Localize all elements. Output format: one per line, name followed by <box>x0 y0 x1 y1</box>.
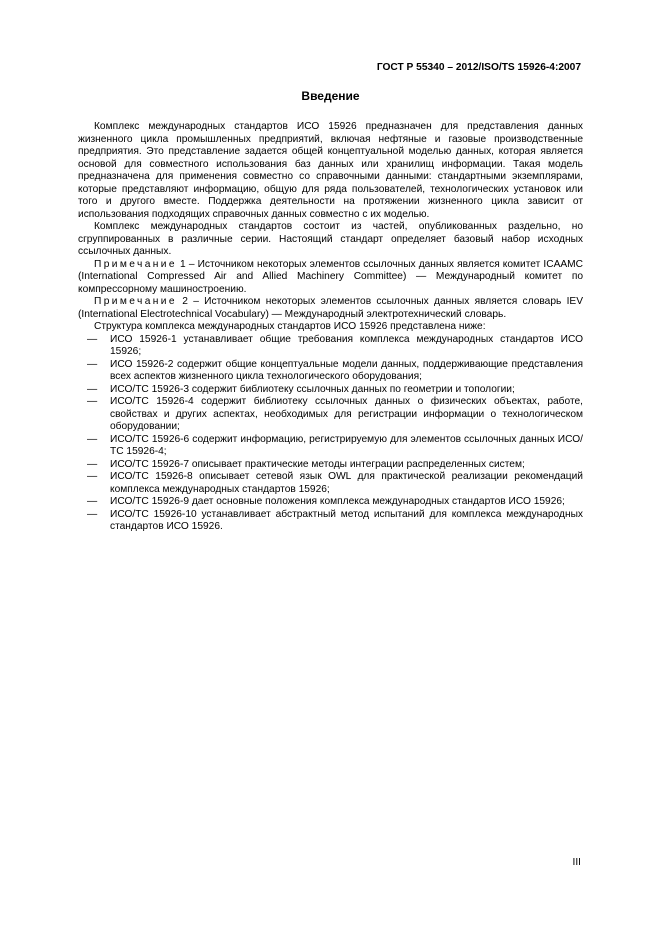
list-item <box>78 509 583 534</box>
list-item-text: ИСО 15926-2 содержит общие концептуальные модели данных, поддерживающие представления всех аспектов жизненного цикла технологического оборудования; <box>110 358 583 382</box>
document-body <box>78 121 583 534</box>
intro-paragraph-2: Комплекс международных стандартов состоит из частей, опубликованных раздельно, но сгруппированных в различные серии. Настоящий стандарт определяет базовый набор исходных ссылочных данных. <box>78 221 583 257</box>
list-dash: — <box>87 433 98 445</box>
list-dash: — <box>87 396 98 407</box>
standards-list <box>78 334 583 534</box>
page-number: III <box>572 857 581 868</box>
list-dash: — <box>87 458 98 470</box>
note-2 <box>78 296 583 321</box>
list-item <box>78 434 583 459</box>
list-item <box>78 334 583 359</box>
list-item-text: ИСО 15926-1 устанавливает общие требования комплекса международных стандартов ИСО 15926; <box>110 333 583 357</box>
list-item-text: ИСО/ТС 15926-3 содержит библиотеку ссылочных данных по геометрии и топологии; <box>110 383 515 395</box>
list-item-text: ИСО/ТС 15926-9 дает основные положения комплекса международных стандартов ИСО 15926; <box>110 496 565 507</box>
list-item <box>78 359 583 384</box>
document-header: ГОСТ Р 55340 – 2012/ISO/TS 15926-4:2007 <box>376 62 581 73</box>
note-1 <box>78 259 583 297</box>
list-item <box>78 384 583 397</box>
note-2-label: Примечание <box>94 296 177 307</box>
list-item <box>78 471 583 496</box>
list-dash: — <box>87 471 98 482</box>
list-dash: — <box>87 358 98 370</box>
list-item-text: ИСО/ТС 15926-4 содержит библиотеку ссылочных данных о физических объектах, работе, свойствах и других аспектах, необходимых для регистрации информации о технологическом оборудовании; <box>110 396 583 432</box>
list-item <box>78 459 583 472</box>
note-1-text: 1 – Источником некоторых элементов ссылочных данных является комитет ICAAMC (International Compressed Air and Allied Machinery Committee) — Международный комитет по компрессорному машиностроению. <box>78 258 583 295</box>
note-1-label: Примечание <box>94 258 177 270</box>
structure-intro: Структура комплекса международных стандартов ИСО 15926 представлена ниже: <box>94 321 486 332</box>
list-item-text: ИСО/ТС 15926-7 описывает практические методы интеграции распределенных систем; <box>110 458 525 470</box>
list-dash: — <box>87 383 98 395</box>
list-item-text: ИСО/ТС 15926-6 содержит информацию, регистрируемую для элементов ссылочных данных ИСО/ТС 15926-4; <box>110 433 583 457</box>
list-item-text: ИСО/ТС 15926-10 устанавливает абстрактный метод испытаний для комплекса международных стандартов ИСО 15926. <box>110 508 583 532</box>
intro-paragraph-1: Комплекс международных стандартов ИСО 15926 предназначен для представления данных жизненного цикла промышленных предприятий, включая нефтяные и газовые производственные предприятия. Это представление задается общей концептуальной моделью данных, которая является основой для совместного использования баз данных или хранилищ информации. Такая модель предназначена для применения совместно со справочными данными: стандартными экземплярами, которые представляют информацию, общую для ряда пользователей, технологических установок или того и другого вместе. Поддержка деятельности на протяжении жизненного цикла зависит от использования подходящих справочных данных совместно с их моделью. <box>78 121 583 220</box>
list-dash: — <box>87 333 98 345</box>
note-2-text: 2 – Источником некоторых элементов ссылочных данных является словарь IEV (International Electrotechnical Vocabulary) — Международный электротехнический словарь. <box>78 296 583 320</box>
list-dash: — <box>87 496 98 507</box>
list-item <box>78 396 583 434</box>
section-title: Введение <box>301 89 360 103</box>
list-dash: — <box>87 508 98 520</box>
list-item-text: ИСО/ТС 15926-8 описывает сетевой язык OWL для практической реализации рекомендаций комплекса международных стандартов 15926; <box>110 471 583 495</box>
list-item <box>78 496 583 509</box>
